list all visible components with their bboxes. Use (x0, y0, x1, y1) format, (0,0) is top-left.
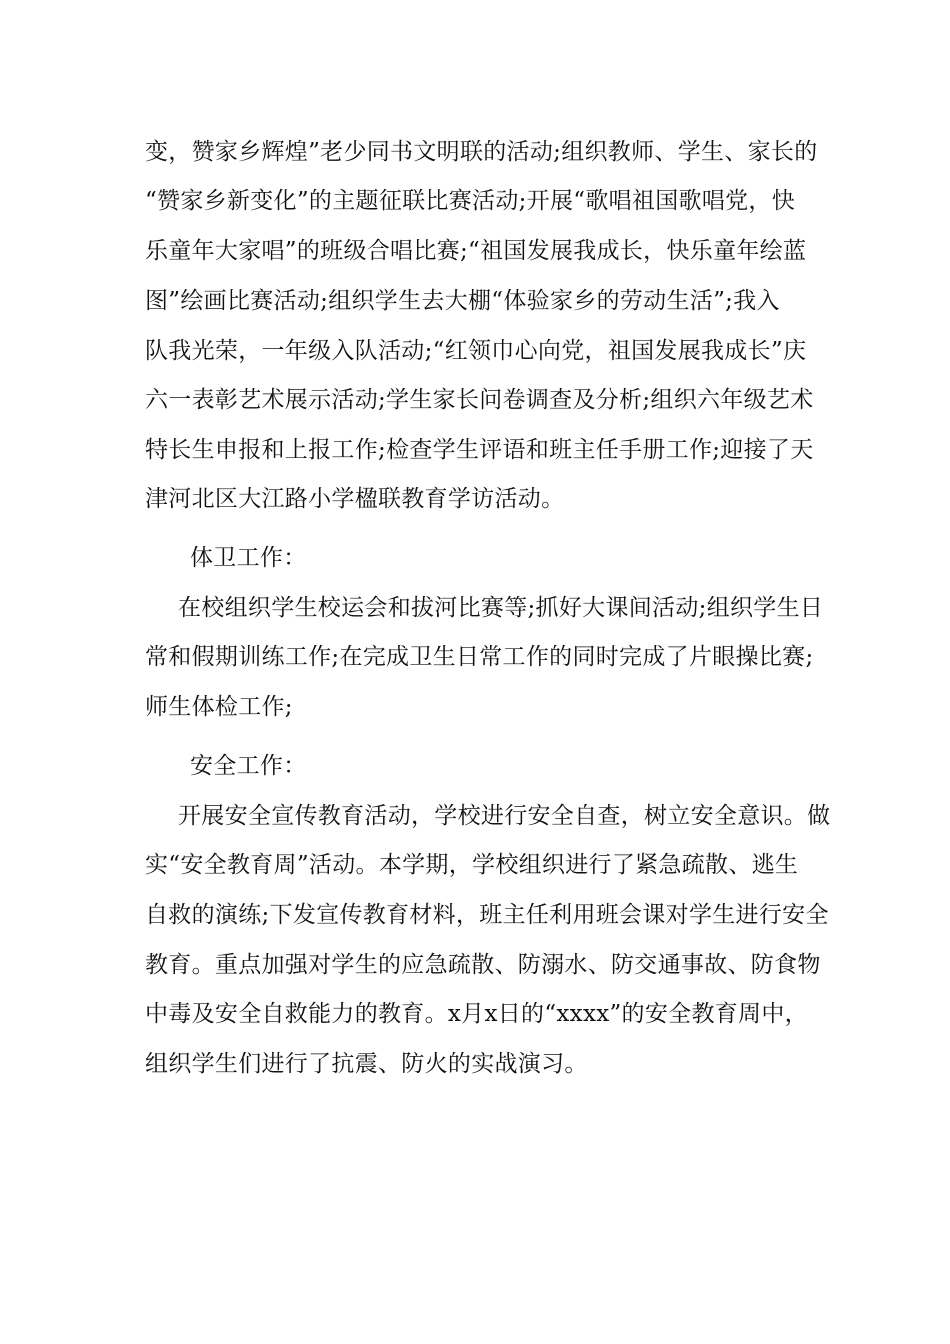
paragraph1-line-6: 六一表彰艺术展示活动;学生家长问卷调查及分析;组织六年级艺术 (145, 387, 814, 413)
paragraph1-line-1: 变，赞家乡辉煌”老少同书文明联的活动;组织教师、学生、家长的 (145, 139, 818, 165)
paragraph1-line-7: 特长生申报和上报工作;检查学生评语和班主任手册工作;迎接了天 (145, 437, 814, 463)
paragraph1-line-5: 队我光荣，一年级入队活动;“红领巾心向党，祖国发展我成长”庆 (145, 338, 807, 364)
paragraph3-line-1: 开展安全宣传教育活动，学校进行安全自查，树立安全意识。做 (178, 803, 831, 829)
paragraph2-line-1: 在校组织学生校运会和拔河比赛等;抓好大课间活动;组织学生日 (178, 595, 824, 621)
heading-sports: 体卫工作： (190, 545, 307, 571)
paragraph3-line-4: 教育。重点加强对学生的应急疏散、防溺水、防交通事故、防食物 (145, 952, 821, 978)
paragraph2-line-2: 常和假期训练工作;在完成卫生日常工作的同时完成了片眼操比赛; (145, 644, 814, 670)
paragraph1-line-8: 津河北区大江路小学楹联教育学访活动。 (145, 486, 565, 512)
paragraph2-line-3: 师生体检工作; (145, 694, 293, 720)
paragraph1-line-4: 图”绘画比赛活动;组织学生去大棚“体验家乡的劳动生活”;我入 (145, 288, 780, 314)
paragraph3-line-2: 实“安全教育周”活动。本学期，学校组织进行了紧急疏散、逃生 (145, 852, 799, 878)
paragraph3-line-5: 中毒及安全自救能力的教育。x月x日的“xxxx”的安全教育周中， (145, 1001, 808, 1027)
paragraph3-line-3: 自救的演练;下发宣传教育材料，班主任利用班会课对学生进行安全 (145, 902, 829, 928)
heading-safety: 安全工作： (190, 753, 307, 779)
paragraph1-line-3: 乐童年大家唱”的班级合唱比赛;“祖国发展我成长，快乐童年绘蓝 (145, 238, 807, 264)
paragraph3-line-6: 组织学生们进行了抗震、防火的实战演习。 (145, 1051, 588, 1077)
paragraph1-line-2: “赞家乡新变化”的主题征联比赛活动;开展“歌唱祖国歌唱党，快 (145, 188, 796, 214)
